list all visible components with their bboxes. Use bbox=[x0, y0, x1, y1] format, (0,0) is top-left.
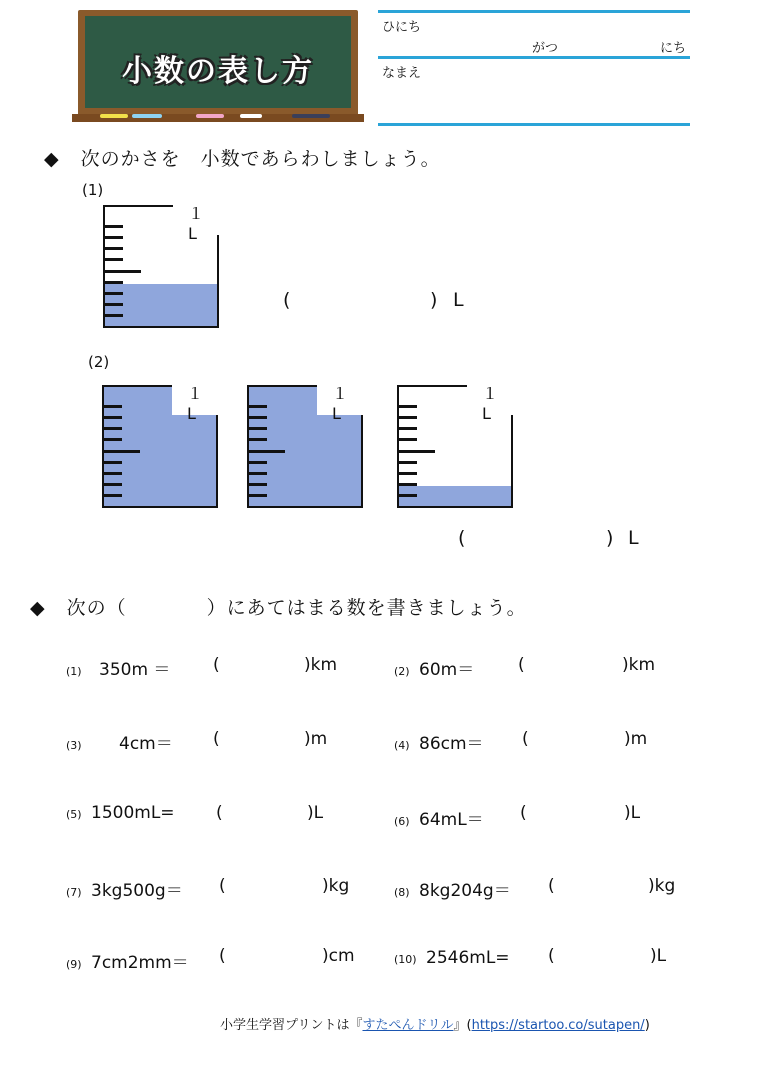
problem-2: (2) 60m＝ bbox=[394, 660, 475, 680]
problem-1-open: ( bbox=[213, 655, 220, 675]
q2-label: (2) bbox=[88, 353, 110, 371]
scale-tick bbox=[397, 461, 417, 464]
answer-paren-open: ( bbox=[283, 289, 291, 311]
beaker-q2-b bbox=[247, 385, 363, 508]
q1-label: (1) bbox=[82, 181, 104, 199]
scale-tick bbox=[247, 472, 267, 475]
answer-paren-close: ) bbox=[606, 527, 614, 549]
scale-tick bbox=[103, 292, 123, 295]
beaker-bottom bbox=[102, 506, 218, 508]
scale-tick bbox=[397, 427, 417, 430]
beaker-capacity-label: １L bbox=[332, 384, 355, 423]
scale-tick bbox=[397, 405, 417, 408]
section2-heading: ◆ 次の（ ）にあてはまる数を書きましょう。 bbox=[30, 597, 527, 619]
scale-tick bbox=[397, 438, 417, 441]
beaker-q1 bbox=[103, 205, 219, 328]
chalkboard-surface bbox=[85, 16, 351, 108]
answer-unit: L bbox=[628, 527, 639, 549]
problem-10-open: ( bbox=[548, 946, 555, 966]
scale-tick bbox=[397, 416, 417, 419]
beaker-bottom bbox=[103, 326, 219, 328]
scale-tick bbox=[247, 483, 267, 486]
problem-8-unit: )kg bbox=[648, 876, 676, 896]
problem-5: (5) 1500mL= bbox=[66, 803, 175, 823]
beaker-bottom bbox=[247, 506, 363, 508]
scale-tick bbox=[247, 405, 267, 408]
scale-tick bbox=[103, 314, 123, 317]
header-line-top bbox=[378, 10, 690, 13]
eraser-icon bbox=[292, 114, 330, 118]
beaker-q2-a bbox=[102, 385, 218, 508]
problem-10: (10) 2546mL= bbox=[394, 948, 510, 968]
scale-tick bbox=[102, 416, 122, 419]
problem-4-open: ( bbox=[522, 729, 529, 749]
diamond-bullet-icon: ◆ bbox=[30, 597, 46, 619]
scale-tick bbox=[103, 258, 123, 261]
problem-8: (8) 8kg204g＝ bbox=[394, 881, 511, 901]
month-label: がつ bbox=[532, 41, 559, 56]
beaker-left-wall bbox=[247, 385, 249, 508]
problem-5-open: ( bbox=[216, 803, 223, 823]
header-line-middle bbox=[378, 56, 690, 59]
problem-9: (9) 7cm2mm＝ bbox=[66, 953, 189, 973]
beaker-left-wall bbox=[397, 385, 399, 508]
beaker-rim bbox=[397, 385, 467, 387]
scale-tick bbox=[102, 472, 122, 475]
problem-6: (6) 64mL＝ bbox=[394, 810, 484, 830]
scale-tick bbox=[102, 438, 122, 441]
problem-7-unit: )kg bbox=[322, 876, 350, 896]
scale-tick bbox=[247, 450, 285, 453]
beaker-right-wall bbox=[511, 415, 513, 508]
beaker-rim bbox=[102, 385, 172, 387]
answer-unit: L bbox=[453, 289, 464, 311]
footer-credit: 小学生学習プリントは『すたぺんドリル』(https://startoo.co/sutapen/) bbox=[220, 1018, 650, 1033]
problem-4: (4) 86cm＝ bbox=[394, 734, 484, 754]
problem-9-open: ( bbox=[219, 946, 226, 966]
scale-tick bbox=[103, 236, 123, 239]
scale-tick bbox=[102, 483, 122, 486]
scale-tick bbox=[397, 450, 435, 453]
scale-tick bbox=[102, 494, 122, 497]
diamond-bullet-icon: ◆ bbox=[44, 148, 60, 170]
scale-tick bbox=[247, 438, 267, 441]
problem-7: (7) 3kg500g＝ bbox=[66, 881, 183, 901]
beaker-q2-c bbox=[397, 385, 513, 508]
scale-tick bbox=[103, 225, 123, 228]
section1-heading: ◆ 次のかさを 小数であらわしましょう。 bbox=[44, 148, 441, 170]
header-line-bottom bbox=[378, 123, 690, 126]
scale-tick bbox=[397, 472, 417, 475]
problem-10-unit: )L bbox=[650, 946, 667, 966]
sutapen-drill-link[interactable]: すたぺんドリル bbox=[362, 1018, 454, 1033]
problem-3-unit: )m bbox=[304, 729, 328, 749]
beaker-right-wall bbox=[361, 415, 363, 508]
day-label: にち bbox=[660, 41, 687, 56]
scale-tick bbox=[397, 494, 417, 497]
scale-tick bbox=[397, 483, 417, 486]
answer-paren-close: ) bbox=[430, 289, 438, 311]
problem-3: (3) 4cm＝ bbox=[66, 734, 173, 754]
chalk-yellow-icon bbox=[100, 114, 128, 118]
problem-2-unit: )km bbox=[622, 655, 656, 675]
problem-6-unit: )L bbox=[624, 803, 641, 823]
problem-8-open: ( bbox=[548, 876, 555, 896]
chalk-blue-icon bbox=[132, 114, 162, 118]
date-label: ひにち bbox=[382, 20, 422, 35]
chalk-pink-icon bbox=[196, 114, 224, 118]
problem-9-unit: )cm bbox=[322, 946, 355, 966]
scale-tick bbox=[103, 270, 141, 273]
scale-tick bbox=[247, 427, 267, 430]
problem-5-unit: )L bbox=[307, 803, 324, 823]
chalkboard bbox=[78, 10, 358, 118]
scale-tick bbox=[102, 450, 140, 453]
problem-3-open: ( bbox=[213, 729, 220, 749]
scale-tick bbox=[247, 416, 267, 419]
scale-tick bbox=[103, 281, 123, 284]
page-title: 小数の表し方 bbox=[122, 54, 314, 89]
problem-6-open: ( bbox=[520, 803, 527, 823]
beaker-right-wall bbox=[217, 235, 219, 328]
scale-tick bbox=[102, 461, 122, 464]
problem-2-open: ( bbox=[518, 655, 525, 675]
problem-4-unit: )m bbox=[624, 729, 648, 749]
answer-paren-open: ( bbox=[458, 527, 466, 549]
problem-7-open: ( bbox=[219, 876, 226, 896]
scale-tick bbox=[247, 461, 267, 464]
scale-tick bbox=[102, 405, 122, 408]
beaker-capacity-label: １L bbox=[482, 384, 505, 423]
beaker-rim bbox=[103, 205, 173, 207]
water-fill bbox=[397, 486, 513, 508]
beaker-rim bbox=[247, 385, 317, 387]
beaker-bottom bbox=[397, 506, 513, 508]
beaker-capacity-label: １L bbox=[188, 204, 211, 243]
problem-1-unit: )km bbox=[304, 655, 338, 675]
problem-1: (1) 350m ＝ bbox=[66, 660, 171, 680]
beaker-left-wall bbox=[102, 385, 104, 508]
beaker-left-wall bbox=[103, 205, 105, 328]
chalk-white-icon bbox=[240, 114, 262, 118]
name-label: なまえ bbox=[382, 66, 422, 81]
scale-tick bbox=[103, 303, 123, 306]
sutapen-url-link[interactable]: https://startoo.co/sutapen/ bbox=[471, 1018, 645, 1033]
scale-tick bbox=[102, 427, 122, 430]
scale-tick bbox=[103, 247, 123, 250]
beaker-capacity-label: １L bbox=[187, 384, 210, 423]
beaker-right-wall bbox=[216, 415, 218, 508]
scale-tick bbox=[247, 494, 267, 497]
